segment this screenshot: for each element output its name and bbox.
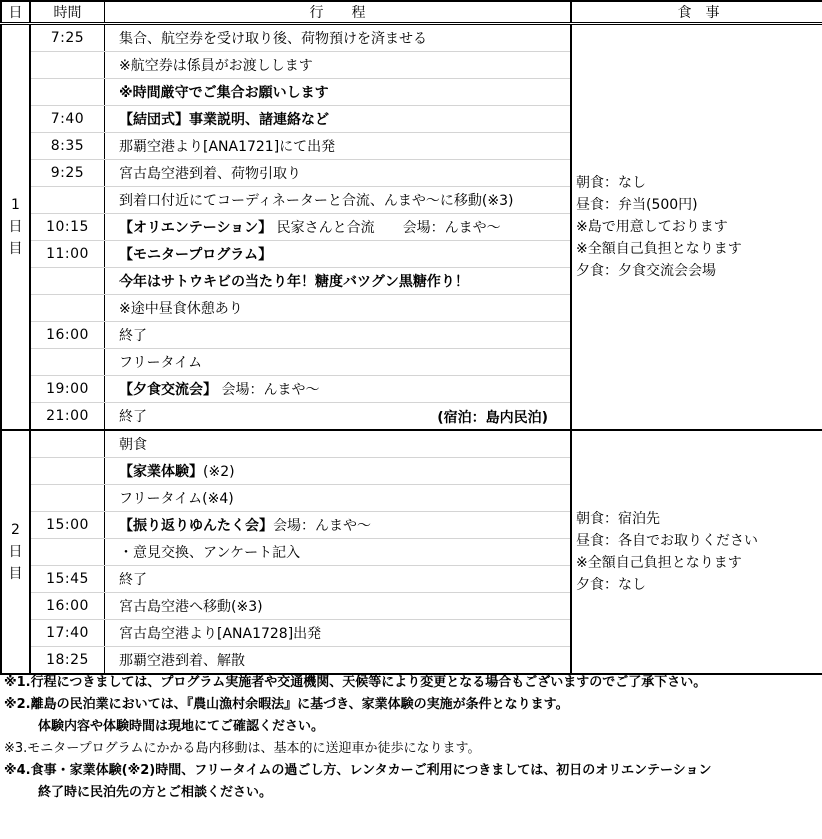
meal-line: 夕食：夕食交流会会場 [576,263,716,279]
program-text: 宮古島空港へ移動(※3) [119,599,263,615]
time-cell: 9:25 [30,160,105,187]
program-cell [105,322,572,349]
program-cell [105,430,572,458]
program-cell [105,512,572,539]
program-text: 会場：んまや～ [273,518,371,534]
program-cell [105,647,572,675]
time-cell: 7:40 [30,106,105,133]
day-label-char: 日 [8,219,23,235]
program-cell [105,160,572,187]
meal-line: 朝食：なし [576,175,646,191]
meal-line: ※全額自己負担となります [576,555,742,571]
time-cell [30,52,105,79]
program-text: 【結団式】事業説明、諸連絡など [119,112,329,128]
program-text: フリータイム [119,355,203,371]
time-cell [30,458,105,485]
program-text: 【モニタープログラム】 [119,247,273,263]
program-cell [105,349,572,376]
program-text: 今年はサトウキビの当たり年！糖度バツグン黒糖作り！ [119,274,469,290]
program-text: 到着口付近にてコーディネーターと合流、んまや～に移動(※3) [119,193,514,209]
footnote: ※1.行程につきましては、プログラム実施者や交通機関、天候等により変更となる場合もございますのでご了承下さい。 [4,675,707,690]
header-meal: 食 事 [571,1,822,24]
time-cell [30,268,105,295]
footnote: 終了時に民泊先の方とご相談ください。 [38,785,273,800]
time-cell: 16:00 [30,322,105,349]
header-program: 行 程 [105,1,572,24]
time-cell: 11:00 [30,241,105,268]
lodging-note: (宿泊：島内民泊) [437,410,548,426]
program-text: ・意見交換、アンケート記入 [119,545,301,561]
time-cell: 15:00 [30,512,105,539]
program-text: 【振り返りゆんたく会】 [119,518,273,534]
meal-cell [571,430,822,674]
meal-line: ※全額自己負担となります [576,241,742,257]
program-text: ※途中昼食休憩あり [119,301,243,317]
time-cell: 21:00 [30,403,105,431]
header-time: 時間 [30,1,105,24]
table-row [1,24,822,52]
program-text: 【夕食交流会】 [119,382,217,398]
program-cell [105,295,572,322]
footnote: ※4.食事・家業体験(※2)時間、フリータイムの過ごし方、レンタカーご利用につきましては、初日のオリエンテーション [4,763,712,778]
meal-line: 夕食：なし [576,577,646,593]
program-text: フリータイム(※4) [119,491,234,507]
program-text: ※時間厳守でご集合お願いします [119,85,329,101]
itinerary-body [1,24,822,675]
time-cell [30,187,105,214]
time-cell: 7:25 [30,24,105,52]
meal-line: 昼食：各自でお取りください [576,533,758,549]
program-cell [105,24,572,52]
time-cell: 17:40 [30,620,105,647]
day-label-char: 1 [11,197,20,213]
program-cell [105,79,572,106]
program-text: 集合、航空券を受け取り後、荷物預けを済ませる [119,31,427,47]
program-cell [105,539,572,566]
time-cell: 10:15 [30,214,105,241]
day-label-char: 日 [8,544,23,560]
meal-line: ※島で用意しております [576,219,728,235]
meal-cell [571,24,822,431]
program-text: 民家さんと合流 会場：んまや～ [272,220,501,236]
time-cell [30,485,105,512]
footnotes [4,672,820,804]
program-text: 那覇空港到着、解散 [119,653,245,669]
program-text: 宮古島空港より[ANA1728]出発 [119,626,322,642]
day-label-char: 2 [11,522,20,538]
program-cell [105,593,572,620]
program-cell [105,566,572,593]
time-cell [30,539,105,566]
program-text: 宮古島空港到着、荷物引取り [119,166,301,182]
program-text: 朝食 [119,437,147,453]
time-cell: 18:25 [30,647,105,675]
time-cell: 16:00 [30,593,105,620]
program-text: 【家業体験】 [119,464,203,480]
program-text: 会場：んまや～ [217,382,320,398]
program-cell [105,268,572,295]
program-text: 那覇空港より[ANA1721]にて出発 [119,139,336,155]
time-cell [30,295,105,322]
time-cell: 8:35 [30,133,105,160]
program-text: 終了 [119,572,147,588]
footnote: 体験内容や体験時間は現地にてご確認ください。 [38,719,325,734]
program-cell [105,187,572,214]
time-cell: 19:00 [30,376,105,403]
header-day: 日 [1,1,30,24]
time-cell [30,79,105,106]
program-cell [105,106,572,133]
day-label [1,430,30,674]
footnote: ※2.離島の民泊業においては、『農山漁村余暇法』に基づき、家業体験の実施が条件となります。 [4,697,569,712]
program-text: 【オリエンテーション】 [119,220,273,236]
table-row [1,430,822,458]
day-label-char: 目 [8,566,23,582]
footnote: ※3.モニタープログラムにかかる島内移動は、基本的に送迎車か徒歩になります。 [4,741,481,756]
time-cell [30,430,105,458]
program-cell [105,620,572,647]
time-cell [30,349,105,376]
program-cell [105,133,572,160]
program-cell [105,241,572,268]
program-cell [105,52,572,79]
meal-line: 朝食：宿泊先 [576,511,660,527]
program-cell [105,214,572,241]
program-text: 終了 [119,409,147,425]
program-text: 終了 [119,328,147,344]
meal-line: 昼食：弁当(500円) [576,197,698,213]
program-cell [105,403,572,431]
program-text: (※2) [203,464,235,480]
program-text: ※航空券は係員がお渡しします [119,58,313,74]
day-label [1,24,30,431]
program-cell [105,458,572,485]
program-cell [105,376,572,403]
time-cell: 15:45 [30,566,105,593]
table-header [1,1,822,24]
day-label-char: 目 [8,241,23,257]
program-cell [105,485,572,512]
